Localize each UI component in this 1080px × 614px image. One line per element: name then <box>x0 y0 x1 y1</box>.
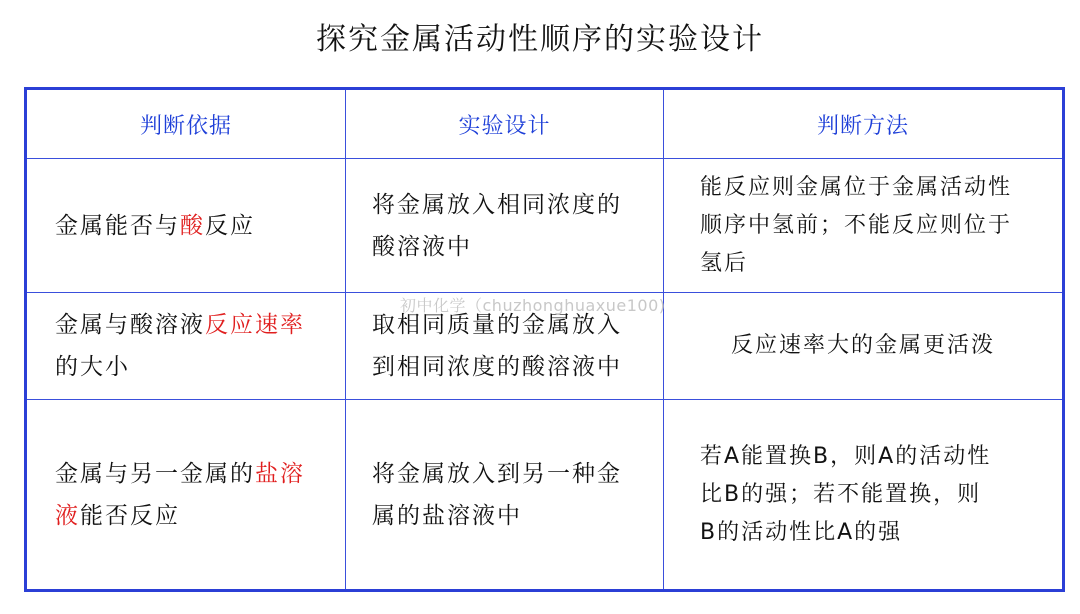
design-cell <box>346 400 664 591</box>
design-line: 酸溶液中 <box>372 233 472 260</box>
basis-cell <box>26 159 346 293</box>
header-method: 判断方法 <box>664 89 1064 159</box>
basis-highlight: 盐溶 <box>255 460 305 487</box>
basis-highlight: 反应速率 <box>205 312 305 338</box>
experiment-design-table <box>24 87 1065 592</box>
table-header-row <box>26 89 1064 159</box>
basis-text-tail: 反应 <box>205 212 255 239</box>
design-line: 属的盐溶液中 <box>372 502 522 529</box>
basis-text-tail: 的大小 <box>55 354 130 380</box>
basis-line <box>55 453 345 495</box>
watermark-text: 初中化学（chuzhonghuaxue100) <box>400 296 666 315</box>
method-line: 氢后 <box>700 250 749 276</box>
basis-highlight: 液 <box>55 502 80 529</box>
basis-line <box>55 304 345 346</box>
method-line: 顺序中氢前；不能反应则位于 <box>700 212 1013 238</box>
method-line: 若A能置换B，则A的活动性 <box>700 443 992 469</box>
basis-text: 金属与酸溶液 <box>55 312 205 338</box>
header-basis: 判断依据 <box>26 89 346 159</box>
basis-text: 金属能否与 <box>55 212 180 239</box>
header-design: 实验设计 <box>346 89 664 159</box>
basis-highlight: 酸 <box>180 212 205 239</box>
method-cell <box>664 159 1064 293</box>
method-cell <box>664 400 1064 591</box>
method-cell <box>664 293 1064 400</box>
method-line: 比B的强；若不能置换，则 <box>700 481 982 507</box>
design-line: 到相同浓度的酸溶液中 <box>372 354 622 380</box>
basis-text: 金属与另一金属的 <box>55 460 255 487</box>
design-line: 将金属放入到另一种金 <box>372 460 622 487</box>
method-line: 能反应则金属位于金属活动性 <box>700 174 1013 200</box>
page-title: 探究金属活动性顺序的实验设计 <box>316 22 764 57</box>
design-line: 将金属放入相同浓度的 <box>372 191 622 218</box>
basis-cell <box>26 400 346 591</box>
basis-text-tail: 能否反应 <box>80 502 180 529</box>
design-cell <box>346 159 664 293</box>
table-row <box>26 400 1064 591</box>
design-line: 取相同质量的金属放入 <box>372 312 622 338</box>
table-row <box>26 159 1064 293</box>
method-line: 反应速率大的金属更活泼 <box>730 333 995 358</box>
method-line: B的活动性比A的强 <box>700 519 903 545</box>
basis-line <box>55 495 345 537</box>
basis-cell <box>26 293 346 400</box>
